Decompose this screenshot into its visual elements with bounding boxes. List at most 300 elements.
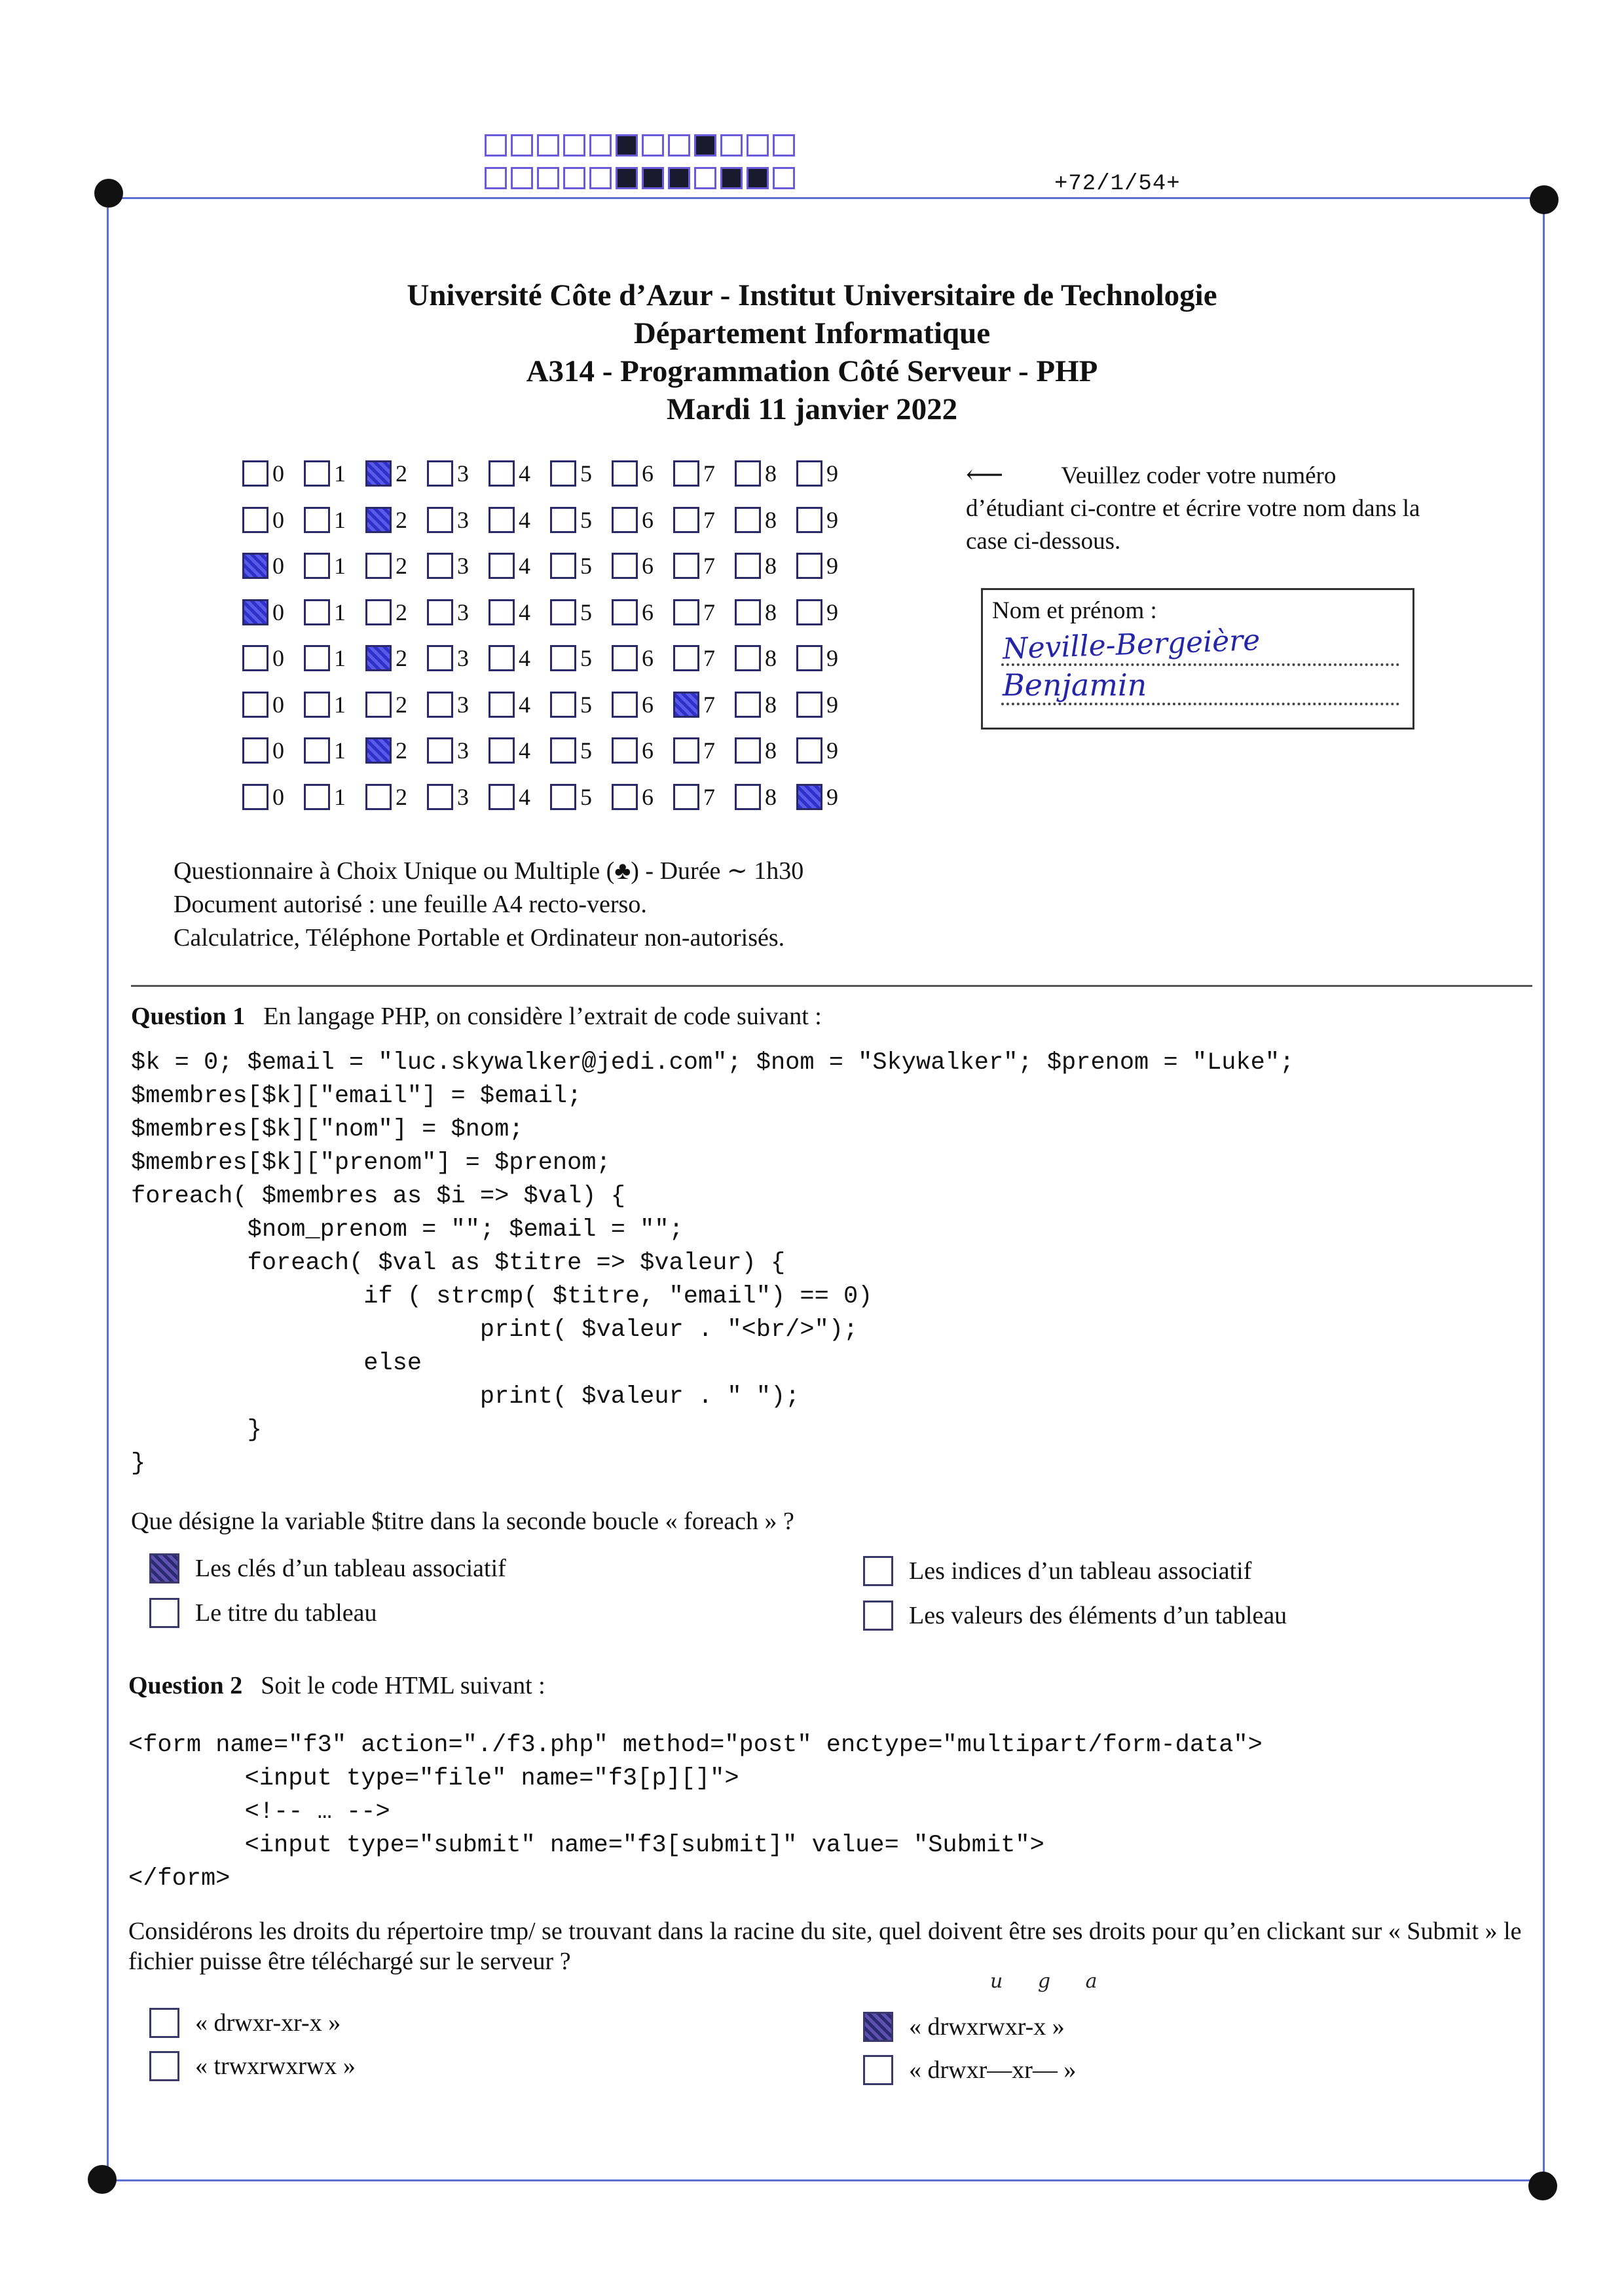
student-id-checkbox[interactable]	[427, 507, 453, 533]
student-id-digit: 0	[272, 599, 284, 625]
student-id-checkbox[interactable]	[242, 784, 268, 810]
student-id-digit: 3	[457, 691, 469, 718]
barcode-cell	[694, 167, 716, 189]
student-id-checkbox[interactable]	[242, 460, 268, 487]
student-id-digit: 2	[396, 691, 407, 718]
q1-answer-c-checkbox[interactable]	[863, 1556, 893, 1586]
student-id-checkbox[interactable]	[735, 645, 761, 671]
student-id-checkbox[interactable]	[365, 692, 392, 718]
question-2-title	[128, 1671, 545, 1700]
question-2-label: Question 2	[128, 1672, 243, 1699]
q2-answer-c[interactable]	[863, 2012, 1065, 2042]
student-id-option[interactable]	[735, 783, 796, 811]
student-id-digit: 0	[272, 737, 284, 764]
student-id-option[interactable]	[489, 644, 550, 672]
student-id-digit: 2	[396, 599, 407, 625]
student-id-digit: 2	[396, 460, 407, 487]
student-id-option[interactable]	[673, 552, 735, 580]
student-id-option[interactable]	[796, 644, 858, 672]
student-id-checkbox[interactable]	[735, 692, 761, 718]
student-id-checkbox[interactable]	[304, 645, 330, 671]
student-id-option[interactable]	[427, 552, 489, 580]
student-id-digit: 1	[334, 737, 346, 764]
q2-answer-b[interactable]	[149, 2051, 356, 2081]
student-id-checkbox[interactable]	[489, 460, 515, 487]
student-id-checkbox[interactable]	[612, 507, 638, 533]
name-dotted-line-2	[1001, 703, 1399, 705]
student-id-checkbox[interactable]	[673, 737, 699, 764]
student-id-option[interactable]	[612, 691, 673, 718]
q1-answer-d-checkbox[interactable]	[863, 1601, 893, 1631]
student-id-option[interactable]	[673, 506, 735, 534]
barcode-cell	[720, 167, 743, 189]
q1-answer-c[interactable]	[863, 1556, 1251, 1586]
student-id-checkbox[interactable]	[304, 737, 330, 764]
student-id-checkbox[interactable]	[796, 507, 822, 533]
separator	[131, 985, 1532, 987]
student-id-option[interactable]	[673, 691, 735, 718]
student-id-digit: 2	[396, 506, 407, 533]
student-id-checkbox[interactable]	[489, 692, 515, 718]
student-id-option[interactable]	[365, 460, 427, 487]
frame-bottom	[100, 2179, 1540, 2181]
barcode-cell	[616, 134, 638, 157]
student-id-option[interactable]	[550, 691, 612, 718]
question-2-code: <form name="f3" action="./f3.php" method="post" enctype="multipart/form-data"> <input type="file" name="f3[p][]"> <!-- … --> <input type="submit" name="f3[submit]" value= "Submit"> </form>	[128, 1731, 1263, 1893]
student-id-option[interactable]	[304, 599, 365, 626]
student-id-checkbox[interactable]	[796, 460, 822, 487]
student-id-digit: 6	[642, 599, 654, 625]
student-id-option[interactable]	[796, 506, 858, 534]
barcode-cell	[511, 134, 533, 157]
q2-answer-a-label: « drwxr-xr-x »	[195, 2009, 341, 2037]
q1-answer-d[interactable]	[863, 1601, 1287, 1631]
student-id-checkbox[interactable]	[427, 599, 453, 625]
student-id-digit: 6	[642, 783, 654, 810]
student-id-checkbox[interactable]	[242, 507, 268, 533]
barcode-cell	[747, 134, 769, 157]
student-id-row	[242, 451, 858, 497]
student-id-digit: 4	[519, 599, 530, 625]
student-id-digit: 4	[519, 691, 530, 718]
student-id-digit: 0	[272, 645, 284, 672]
student-id-checkbox[interactable]	[796, 645, 822, 671]
student-id-checkbox[interactable]	[612, 784, 638, 810]
student-id-option[interactable]	[796, 552, 858, 580]
student-id-option[interactable]	[550, 552, 612, 580]
exam-info-format: Questionnaire à Choix Unique ou Multiple (♣) - Durée ∼ 1h30	[174, 857, 804, 885]
student-id-digit: 2	[396, 645, 407, 672]
student-id-option[interactable]	[612, 737, 673, 764]
student-id-checkbox[interactable]	[673, 599, 699, 625]
student-id-option[interactable]	[489, 599, 550, 626]
q2-answer-b-checkbox[interactable]	[149, 2051, 179, 2081]
student-id-option[interactable]	[365, 552, 427, 580]
question-1-code: $k = 0; $email = "luc.skywalker@jedi.com"; $nom = "Skywalker"; $prenom = "Luke"; $membres[$k]["email"] = $email; $membres[$k]["nom"] = $nom; $membres[$k]["prenom"] = $prenom; foreach( $membres as $i => $val) { $nom_prenom = ""; $email = ""; foreach( $val as $titre => $valeur) { if ( strcmp( $titre, "email") == 0) print( $valeur . "<br/>"); else print( $valeur . " "); } }	[131, 1049, 1295, 1477]
student-id-row	[242, 589, 858, 636]
student-id-checkbox[interactable]	[304, 460, 330, 487]
student-id-checkbox[interactable]	[242, 737, 268, 764]
barcode-cell	[485, 167, 507, 189]
student-id-option[interactable]	[735, 644, 796, 672]
q1-answer-a-label: Les clés d’un tableau associatif	[195, 1555, 506, 1582]
exam-info-devices: Calculatrice, Téléphone Portable et Ordinateur non-autorisés.	[174, 924, 785, 952]
student-id-option[interactable]	[735, 460, 796, 487]
q1-answer-a-checkbox[interactable]	[149, 1553, 179, 1583]
student-id-checkbox[interactable]	[304, 599, 330, 625]
student-id-checkbox[interactable]	[365, 599, 392, 625]
student-id-option[interactable]	[304, 737, 365, 764]
student-id-digit: 6	[642, 553, 654, 580]
student-id-digit: 0	[272, 553, 284, 580]
student-id-option[interactable]	[427, 460, 489, 487]
q2-answer-c-label: « drwxrwxr-x »	[909, 2013, 1065, 2041]
student-id-row	[242, 728, 858, 774]
student-id-checkbox[interactable]	[550, 737, 576, 764]
student-id-checkbox[interactable]	[612, 460, 638, 487]
barcode-cell	[589, 134, 612, 157]
student-id-checkbox[interactable]	[612, 645, 638, 671]
barcode-cell	[773, 134, 795, 157]
student-id-digit: 3	[457, 737, 469, 764]
student-id-checkbox[interactable]	[427, 784, 453, 810]
student-id-digit: 7	[703, 506, 715, 533]
student-id-checkbox[interactable]	[365, 553, 392, 579]
barcode-cell	[720, 134, 743, 157]
barcode-cell	[537, 167, 559, 189]
student-id-option[interactable]	[242, 691, 304, 718]
student-id-option[interactable]	[612, 783, 673, 811]
student-id-checkbox[interactable]	[550, 553, 576, 579]
student-id-digit: 1	[334, 691, 346, 718]
student-id-digit: 3	[457, 645, 469, 672]
student-id-option[interactable]	[489, 460, 550, 487]
student-id-checkbox[interactable]	[489, 507, 515, 533]
corner-mark-bottom-right	[1528, 2172, 1557, 2200]
question-2-prompt: Considérons les droits du répertoire tmp/ se trouvant dans la racine du site, quel doivent être ses droits pour qu’en clickant sur « Submit » le fichier puisse être téléchargé sur le serveur ?	[128, 1917, 1522, 1975]
student-id-checkbox[interactable]	[612, 737, 638, 764]
student-id-digit: 1	[334, 553, 346, 580]
student-id-option[interactable]	[796, 691, 858, 718]
student-id-checkbox[interactable]	[365, 737, 392, 764]
student-id-checkbox[interactable]	[550, 599, 576, 625]
student-id-row	[242, 635, 858, 682]
student-id-checkbox[interactable]	[612, 553, 638, 579]
student-id-option[interactable]	[427, 783, 489, 811]
corner-mark-top-right	[1530, 185, 1559, 214]
question-2-intro: Soit le code HTML suivant :	[261, 1672, 545, 1699]
student-id-digit: 5	[580, 506, 592, 533]
student-id-option[interactable]	[365, 644, 427, 672]
student-id-instructions	[966, 458, 1424, 558]
student-id-checkbox[interactable]	[796, 692, 822, 718]
student-id-checkbox[interactable]	[735, 507, 761, 533]
student-id-digit: 8	[765, 506, 777, 533]
student-id-option[interactable]	[242, 552, 304, 580]
student-id-option[interactable]	[673, 644, 735, 672]
student-id-checkbox[interactable]	[673, 692, 699, 718]
student-id-option[interactable]	[735, 506, 796, 534]
student-id-checkbox[interactable]	[735, 460, 761, 487]
student-id-option[interactable]	[550, 783, 612, 811]
student-id-checkbox[interactable]	[735, 784, 761, 810]
student-id-option[interactable]	[489, 691, 550, 718]
student-id-option[interactable]	[427, 737, 489, 764]
header-course: A314 - Programmation Côté Serveur - PHP	[526, 354, 1098, 388]
student-id-digit: 2	[396, 737, 407, 764]
q1-answer-b-label: Le titre du tableau	[195, 1599, 377, 1627]
student-id-grid	[242, 451, 858, 820]
corner-mark-bottom-left	[88, 2165, 117, 2194]
student-id-row	[242, 497, 858, 544]
student-id-checkbox[interactable]	[242, 553, 268, 579]
student-id-digit: 6	[642, 506, 654, 533]
q1-answer-a[interactable]	[149, 1553, 506, 1583]
student-id-option[interactable]	[427, 599, 489, 626]
student-id-option[interactable]	[304, 506, 365, 534]
barcode-row-1	[485, 134, 799, 157]
student-id-checkbox[interactable]	[796, 599, 822, 625]
barcode-cell	[563, 167, 585, 189]
student-id-option[interactable]	[489, 737, 550, 764]
barcode-cell	[485, 134, 507, 157]
q1-answer-c-label: Les indices d’un tableau associatif	[909, 1557, 1252, 1585]
student-id-digit: 1	[334, 599, 346, 625]
student-id-option[interactable]	[365, 506, 427, 534]
student-id-checkbox[interactable]	[489, 553, 515, 579]
student-id-option[interactable]	[242, 460, 304, 487]
student-id-option[interactable]	[427, 506, 489, 534]
student-id-digit: 8	[765, 783, 777, 810]
student-id-checkbox[interactable]	[796, 784, 822, 810]
student-id-checkbox[interactable]	[673, 645, 699, 671]
student-id-option[interactable]	[673, 599, 735, 626]
student-id-checkbox[interactable]	[365, 460, 392, 487]
student-id-checkbox[interactable]	[489, 645, 515, 671]
student-id-checkbox[interactable]	[673, 460, 699, 487]
student-id-digit: 9	[826, 691, 838, 718]
student-id-option[interactable]	[489, 783, 550, 811]
barcode-cell	[668, 134, 690, 157]
student-id-digit: 6	[642, 645, 654, 672]
q2-answer-d[interactable]	[863, 2055, 1076, 2085]
student-id-checkbox[interactable]	[673, 784, 699, 810]
student-id-checkbox[interactable]	[489, 784, 515, 810]
student-id-option[interactable]	[304, 783, 365, 811]
student-id-checkbox[interactable]	[242, 645, 268, 671]
student-id-digit: 4	[519, 506, 530, 533]
student-id-checkbox[interactable]	[427, 692, 453, 718]
page-code: +72/1/54+	[1054, 172, 1181, 196]
student-id-checkbox[interactable]	[489, 737, 515, 764]
student-id-digit: 7	[703, 599, 715, 625]
name-box[interactable]	[981, 588, 1414, 730]
q1-answer-d-label: Les valeurs des éléments d’un tableau	[909, 1602, 1287, 1629]
handwritten-last-name: Neville-Bergeière	[1002, 623, 1261, 666]
barcode-cell	[563, 134, 585, 157]
student-id-checkbox[interactable]	[550, 784, 576, 810]
student-id-option[interactable]	[304, 644, 365, 672]
student-id-digit: 0	[272, 506, 284, 533]
student-id-digit: 3	[457, 506, 469, 533]
student-id-option[interactable]	[242, 737, 304, 764]
student-id-option[interactable]	[365, 737, 427, 764]
student-id-digit: 8	[765, 460, 777, 487]
student-id-checkbox[interactable]	[612, 599, 638, 625]
student-id-option[interactable]	[673, 737, 735, 764]
question-1-title	[131, 1002, 822, 1031]
student-id-digit: 3	[457, 460, 469, 487]
student-id-checkbox[interactable]	[365, 784, 392, 810]
student-id-checkbox[interactable]	[427, 460, 453, 487]
student-id-option[interactable]	[550, 644, 612, 672]
frame-right	[1543, 197, 1545, 2181]
student-id-digit: 7	[703, 460, 715, 487]
student-id-option[interactable]	[489, 506, 550, 534]
q2-answer-a[interactable]	[149, 2008, 341, 2038]
q2-answer-d-label: « drwxr—xr— »	[909, 2056, 1077, 2084]
student-id-option[interactable]	[612, 460, 673, 487]
student-id-checkbox[interactable]	[242, 599, 268, 625]
student-id-digit: 4	[519, 460, 530, 487]
student-id-checkbox[interactable]	[796, 737, 822, 764]
name-label: Nom et prénom :	[992, 597, 1157, 624]
student-id-option[interactable]	[489, 552, 550, 580]
q1-answer-b-checkbox[interactable]	[149, 1598, 179, 1628]
student-id-option[interactable]	[550, 599, 612, 626]
student-id-option[interactable]	[304, 460, 365, 487]
student-id-option[interactable]	[735, 737, 796, 764]
student-id-option[interactable]	[612, 644, 673, 672]
student-id-checkbox[interactable]	[304, 784, 330, 810]
student-id-digit: 4	[519, 553, 530, 580]
student-id-digit: 4	[519, 783, 530, 810]
student-id-option[interactable]	[365, 599, 427, 626]
student-id-checkbox[interactable]	[304, 692, 330, 718]
q2-answer-c-checkbox[interactable]	[863, 2012, 893, 2042]
student-id-checkbox[interactable]	[550, 507, 576, 533]
student-id-option[interactable]	[304, 691, 365, 718]
student-id-option[interactable]	[365, 783, 427, 811]
student-id-digit: 2	[396, 553, 407, 580]
student-id-checkbox[interactable]	[427, 553, 453, 579]
student-id-digit: 8	[765, 645, 777, 672]
student-id-digit: 5	[580, 645, 592, 672]
student-id-option[interactable]	[427, 691, 489, 718]
student-id-digit: 7	[703, 645, 715, 672]
barcode-cell	[616, 167, 638, 189]
student-id-option[interactable]	[365, 691, 427, 718]
handwritten-annotation: u g a	[990, 1970, 1112, 1993]
student-id-checkbox[interactable]	[612, 692, 638, 718]
student-id-digit: 0	[272, 460, 284, 487]
student-id-checkbox[interactable]	[550, 460, 576, 487]
student-id-digit: 8	[765, 737, 777, 764]
student-id-option[interactable]	[242, 506, 304, 534]
q2-answer-d-checkbox[interactable]	[863, 2055, 893, 2085]
student-id-digit: 7	[703, 553, 715, 580]
student-id-digit: 6	[642, 691, 654, 718]
student-id-option[interactable]	[550, 460, 612, 487]
student-id-digit: 4	[519, 737, 530, 764]
student-id-option[interactable]	[242, 644, 304, 672]
student-id-option[interactable]	[673, 783, 735, 811]
student-id-checkbox[interactable]	[304, 507, 330, 533]
student-id-checkbox[interactable]	[242, 692, 268, 718]
student-id-option[interactable]	[796, 460, 858, 487]
q2-answer-b-label: « trwxrwxrwx »	[195, 2052, 356, 2080]
student-id-option[interactable]	[242, 783, 304, 811]
student-id-checkbox[interactable]	[735, 737, 761, 764]
student-id-digit: 1	[334, 645, 346, 672]
student-id-digit: 5	[580, 691, 592, 718]
student-id-option[interactable]	[304, 552, 365, 580]
student-id-option[interactable]	[796, 737, 858, 764]
student-id-checkbox[interactable]	[673, 507, 699, 533]
barcode-cell	[747, 167, 769, 189]
q2-answer-a-checkbox[interactable]	[149, 2008, 179, 2038]
student-id-option[interactable]	[242, 599, 304, 626]
barcode-cell	[642, 134, 664, 157]
student-id-option[interactable]	[735, 691, 796, 718]
student-id-checkbox[interactable]	[365, 645, 392, 671]
student-id-digit: 1	[334, 460, 346, 487]
student-id-option[interactable]	[612, 552, 673, 580]
q1-answer-b[interactable]	[149, 1598, 377, 1628]
student-id-digit: 4	[519, 645, 530, 672]
student-id-checkbox[interactable]	[796, 553, 822, 579]
student-id-option[interactable]	[427, 644, 489, 672]
student-id-option[interactable]	[796, 783, 858, 811]
student-id-checkbox[interactable]	[673, 553, 699, 579]
student-id-digit: 7	[703, 737, 715, 764]
student-id-option[interactable]	[673, 460, 735, 487]
student-id-checkbox[interactable]	[735, 553, 761, 579]
header-institution: Université Côte d’Azur - Institut Universitaire de Technologie	[407, 278, 1217, 312]
student-id-digit: 5	[580, 783, 592, 810]
student-id-digit: 9	[826, 506, 838, 533]
student-id-checkbox[interactable]	[365, 507, 392, 533]
student-id-checkbox[interactable]	[550, 692, 576, 718]
student-id-option[interactable]	[735, 599, 796, 626]
student-id-option[interactable]	[550, 506, 612, 534]
student-id-digit: 0	[272, 691, 284, 718]
barcode-cell	[537, 134, 559, 157]
barcode-cell	[511, 167, 533, 189]
student-id-checkbox[interactable]	[427, 645, 453, 671]
student-id-option[interactable]	[735, 552, 796, 580]
student-id-checkbox[interactable]	[489, 599, 515, 625]
student-id-checkbox[interactable]	[550, 645, 576, 671]
student-id-option[interactable]	[612, 506, 673, 534]
frame-top	[109, 197, 1543, 199]
student-id-digit: 9	[826, 737, 838, 764]
student-id-option[interactable]	[550, 737, 612, 764]
student-id-digit: 7	[703, 691, 715, 718]
left-arrow-icon: ⟵	[966, 460, 1004, 489]
student-id-digit: 8	[765, 553, 777, 580]
student-id-digit: 5	[580, 553, 592, 580]
student-id-checkbox[interactable]	[427, 737, 453, 764]
student-id-digit: 8	[765, 691, 777, 718]
student-id-digit: 9	[826, 783, 838, 810]
student-id-checkbox[interactable]	[735, 599, 761, 625]
student-id-checkbox[interactable]	[304, 553, 330, 579]
student-id-digit: 9	[826, 599, 838, 625]
student-id-row	[242, 774, 858, 821]
student-id-option[interactable]	[796, 599, 858, 626]
student-id-option[interactable]	[612, 599, 673, 626]
